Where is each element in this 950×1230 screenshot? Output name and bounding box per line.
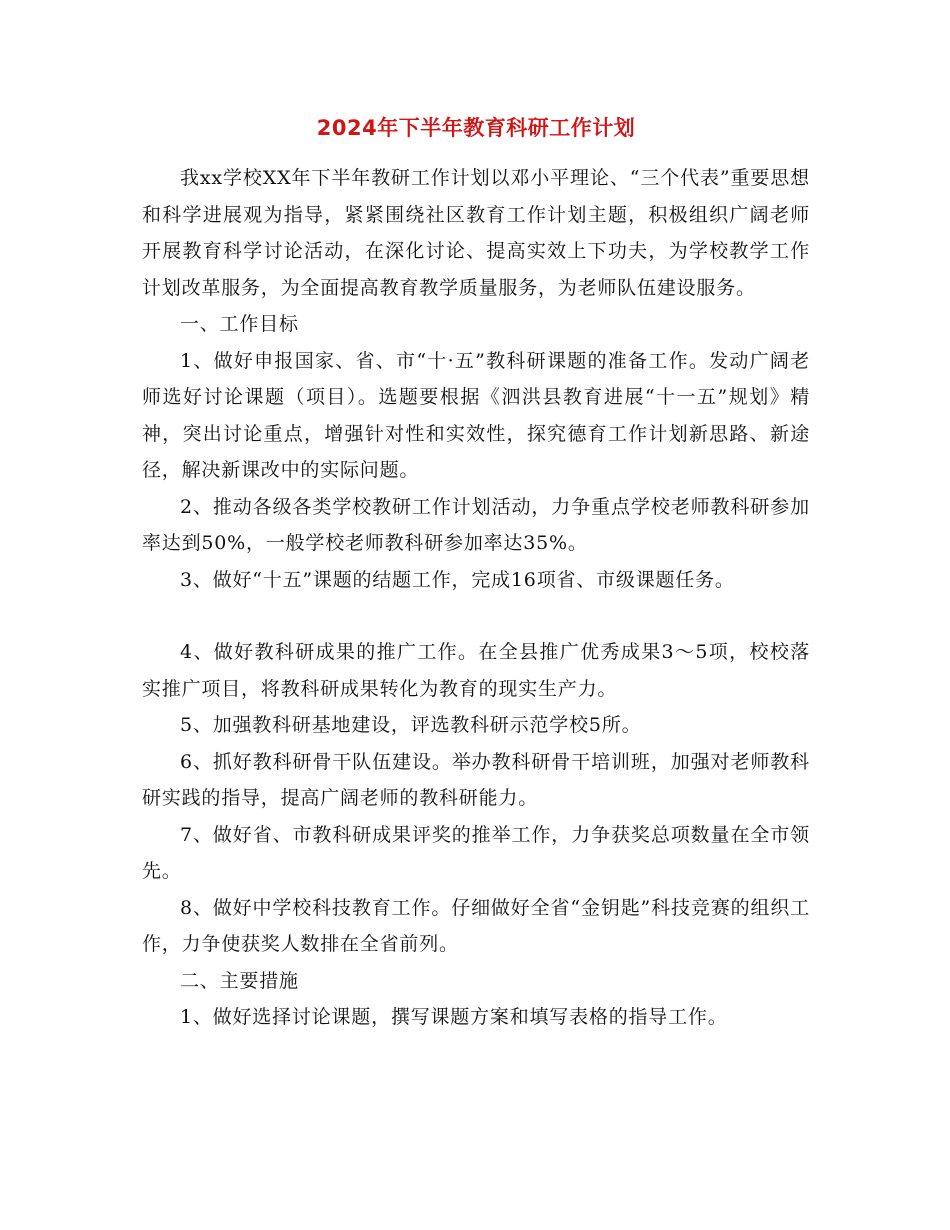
blank-line [142, 598, 810, 634]
document-page [142, 110, 810, 1036]
goal-item-6: 6、抓好教科研骨干队伍建设。举办教科研骨干培训班，加强对老师教科研实践的指导，提高广阔老师的教科研能力。 [142, 750, 810, 809]
measure-item-1: 1、做好选择讨论课题，撰写课题方案和填写表格的指导工作。 [180, 1006, 728, 1028]
goal-item-1: 1、做好申报国家、省、市“十·五”教科研课题的准备工作。发动广阔老师选好讨论课题（项目）。选题要根据《泗洪县教育进展“十一五”规划》精神，突出讨论重点，增强针对性和实效性，探究德育工作计划新思路、新途径，解决新课改中的实际问题。 [142, 349, 810, 481]
goal-item-7: 7、做好省、市教科研成果评奖的推举工作，力争获奖总项数量在全市领先。 [142, 823, 810, 882]
section-heading-measures: 二、主要措施 [180, 969, 299, 992]
intro-paragraph: 我xx学校XX年下半年教研工作计划以邓小平理论、“三个代表”重要思想和科学进展观为指导，紧紧围绕社区教育工作计划主题，积极组织广阔老师开展教育科学讨论活动，在深化讨论、提高实效上下功夫，为学校教学工作计划改革服务，为全面提高教育教学质量服务，为老师队伍建设服务。 [142, 167, 810, 299]
goal-item-2: 2、推动各级各类学校教研工作计划活动，力争重点学校老师教科研参加率达到50%，一般学校老师教科研参加率达35%。 [142, 495, 810, 554]
section-heading-goals: 一、工作目标 [180, 313, 299, 335]
goal-item-8: 8、做好中学校科技教育工作。仔细做好全省“金钥匙”科技竞赛的组织工作，力争使获奖人数排在全省前列。 [142, 896, 810, 955]
document-title: 2024年下半年教育科研工作计划 [316, 116, 636, 140]
goal-item-4: 4、做好教科研成果的推广工作。在全县推广优秀成果3～5项，校校落实推广项目，将教科研成果转化为教育的现实生产力。 [142, 641, 810, 700]
goal-item-5: 5、加强教科研基地建设，评选教科研示范学校5所。 [180, 714, 642, 736]
goal-item-3: 3、做好“十五”课题的结题工作，完成16项省、市级课题任务。 [180, 568, 735, 591]
